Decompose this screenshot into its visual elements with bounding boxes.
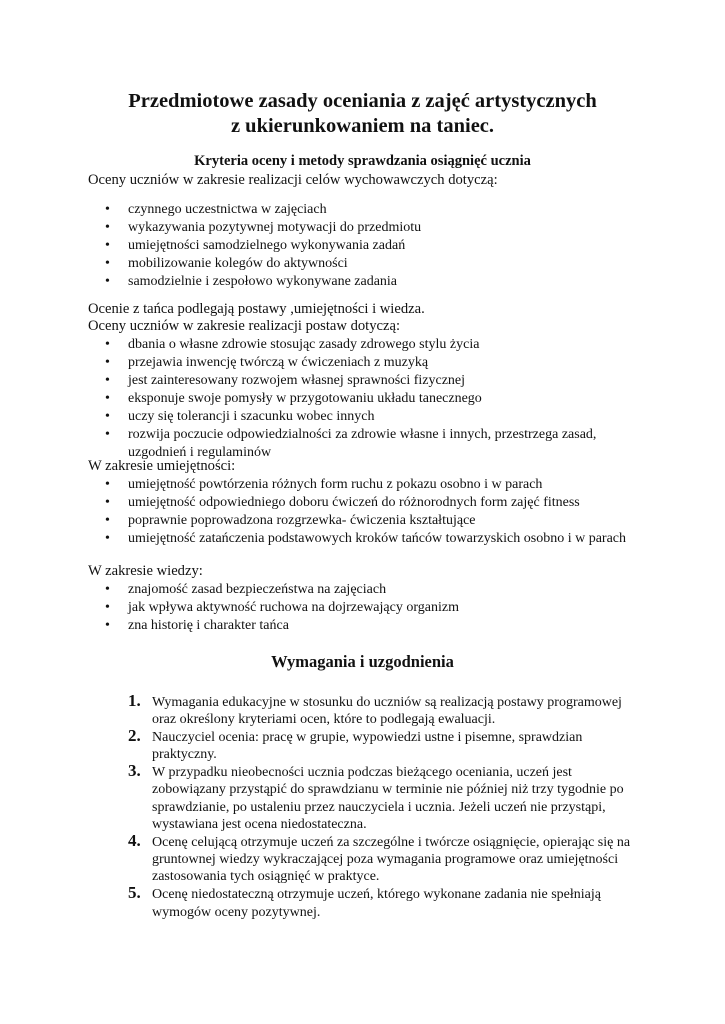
- list-item: • wykazywania pozytywnej motywacji do przedmiotu: [105, 220, 422, 235]
- bullet-icon: •: [105, 477, 110, 492]
- list-item: • uczy się tolerancji i szacunku wobec innych: [105, 409, 375, 424]
- requirements-heading: Wymagania i uzgodnienia: [271, 652, 454, 671]
- document-title-line-1: Przedmiotowe zasady oceniania z zajęć artystycznych: [128, 90, 597, 112]
- list-item: 5. Ocenę niedostateczną otrzymuje uczeń, którego wykonane zadania nie spełniają wymogów oceny pozytywnej.: [128, 883, 601, 920]
- list-item: • umiejętność powtórzenia różnych form ruchu z pokazu osobno i w parach: [105, 477, 543, 492]
- bullet-icon: •: [105, 220, 110, 235]
- educational-list: [0, 201, 725, 291]
- bullet-icon: •: [105, 355, 110, 370]
- item-number: 5.: [128, 883, 141, 903]
- list-item: • przejawia inwencję twórczą w ćwiczeniach z muzyką: [105, 355, 429, 370]
- bullet-icon: •: [105, 409, 110, 424]
- document-title-line-2: z ukierunkowaniem na taniec.: [230, 115, 495, 137]
- bullet-icon: •: [105, 337, 110, 352]
- bullet-icon: •: [105, 373, 110, 388]
- list-item: • umiejętność odpowiedniego doboru ćwiczeń do różnorodnych form zajęć fitness: [105, 495, 580, 510]
- skills-heading: W zakresie umiejętności:: [88, 458, 236, 474]
- list-item: • umiejętności samodzielnego wykonywania zadań: [105, 238, 406, 253]
- list-item: • jest zainteresowany rozwojem własnej sprawności fizycznej: [105, 373, 466, 388]
- skills-list: [0, 476, 725, 548]
- bullet-icon: •: [105, 274, 110, 289]
- list-item: • zna historię i charakter tańca: [105, 618, 289, 633]
- attitudes-list: [0, 336, 725, 462]
- requirements-list: [0, 691, 725, 921]
- bullet-icon: •: [105, 513, 110, 528]
- bullet-icon: •: [105, 495, 110, 510]
- bullet-icon: •: [105, 531, 110, 546]
- educational-intro: Oceny uczniów w zakresie realizacji celów wychowawczych dotyczą:: [88, 172, 498, 188]
- attitudes-intro: Oceny uczniów w zakresie realizacji postaw dotyczą:: [88, 318, 400, 334]
- list-item: • eksponuje swoje pomysły w przygotowaniu układu tanecznego: [105, 391, 482, 406]
- list-item: • jak wpływa aktywność ruchowa na dojrzewający organizm: [105, 600, 459, 615]
- list-item: 4. Ocenę celującą otrzymuje uczeń za szczególne i twórcze osiągnięcie, opierając się na gruntownej wiedzy wykraczającej poza wymagania programowe oraz umiejętności zastosowania tych osiągnięć w praktyce.: [128, 830, 631, 885]
- list-item: 3. W przypadku nieobecności ucznia podczas bieżącego oceniania, uczeń jest zobowiązany przystąpić do sprawdzianu w terminie nie później niż trzy tygodnie po sprawdzianie, po ustaleniu przez nauczyciela i ucznia. Jeżeli uczeń nie przystąpi, wystawiana jest ocena niedostateczna.: [128, 761, 624, 833]
- bullet-icon: •: [105, 600, 110, 615]
- bullet-icon: •: [105, 256, 110, 271]
- list-item: 1. Wymagania edukacyjne w stosunku do uczniów są realizacją postawy programowej oraz określony kryteriami ocen, które to podlegają ewaluacji.: [128, 691, 622, 728]
- item-number: 2.: [128, 726, 141, 746]
- item-number: 3.: [128, 761, 141, 781]
- bullet-icon: •: [105, 618, 110, 633]
- knowledge-heading: W zakresie wiedzy:: [88, 563, 203, 579]
- item-number: 4.: [128, 830, 141, 850]
- list-item: • samodzielnie i zespołowo wykonywane zadania: [105, 274, 398, 289]
- list-item: • rozwija poczucie odpowiedzialności za zdrowie własne i innych, przestrzega zasad, uzgodnień i regulaminów: [105, 427, 597, 460]
- list-item: 2. Nauczyciel ocenia: pracę w grupie, wypowiedzi ustne i pisemne, sprawdzian praktyczny.: [128, 726, 583, 763]
- list-item: • poprawnie poprowadzona rozgrzewka- ćwiczenia kształtujące: [105, 513, 476, 528]
- knowledge-list: [0, 581, 725, 635]
- bullet-icon: •: [105, 202, 110, 217]
- bullet-icon: •: [105, 391, 110, 406]
- list-item: • dbania o własne zdrowie stosując zasady zdrowego stylu życia: [105, 337, 480, 352]
- bullet-icon: •: [105, 238, 110, 253]
- criteria-subheading: Kryteria oceny i metody sprawdzania osiągnięć ucznia: [194, 153, 531, 169]
- bullet-icon: •: [105, 427, 110, 442]
- bullet-icon: •: [105, 582, 110, 597]
- list-item: • czynnego uczestnictwa w zajęciach: [105, 202, 327, 217]
- item-number: 1.: [128, 691, 141, 710]
- list-item: • mobilizowanie kolegów do aktywności: [105, 256, 348, 271]
- list-item: • umiejętność zatańczenia podstawowych kroków tańców towarzyskich osobno i w parach: [105, 531, 627, 546]
- dance-note: Ocenie z tańca podlegają postawy ,umiejętności i wiedza.: [88, 301, 425, 317]
- list-item: • znajomość zasad bezpieczeństwa na zajęciach: [105, 582, 387, 597]
